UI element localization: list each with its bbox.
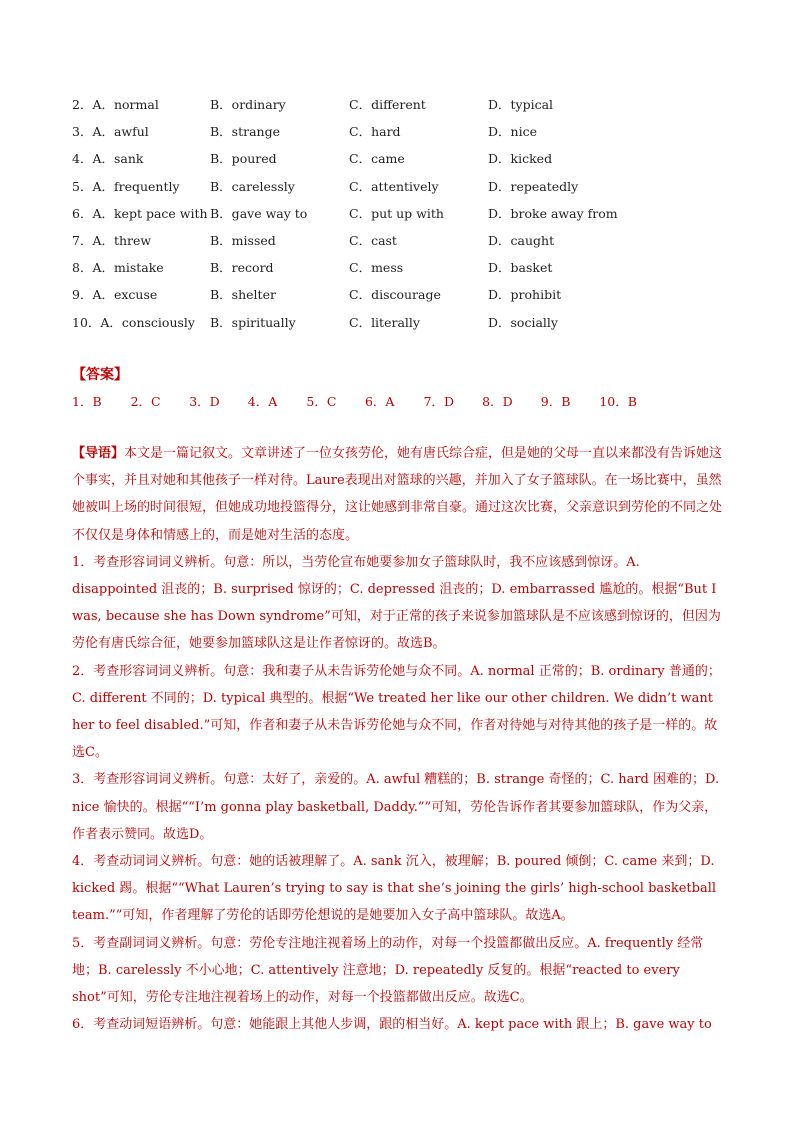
option-choice: 4．A．sank xyxy=(72,151,144,167)
answer-item: 4．A xyxy=(247,394,278,409)
option-choice: D．socially xyxy=(488,314,558,330)
answer-item: 1．B xyxy=(72,394,102,409)
option-choice: B．strange xyxy=(210,124,281,140)
option-choice: C．different xyxy=(349,97,426,112)
analysis-item: 3．考查形容词词义辨析。句意：太好了，亲爱的。A. awful 糟糕的；B. strange 奇怪的；C. hard 困难的；D. nice 愉快的。根据““I’m gonna play basketball, Daddy.””可知，劳伦告诉作者其要参加篮球队，作为父亲，作者表示赞同。故选D。 xyxy=(72,772,720,842)
lead-paragraph xyxy=(72,440,728,549)
analysis-items xyxy=(72,549,728,1039)
option-choice: B．poured xyxy=(210,151,277,167)
answer-item: 10．B xyxy=(599,394,637,409)
option-choice: 8．A．mistake xyxy=(72,260,164,276)
option-choice: C．hard xyxy=(349,124,401,140)
answer-item: 2．C xyxy=(130,394,161,409)
answer-list xyxy=(72,392,658,410)
option-choice: B．shelter xyxy=(210,287,276,303)
analysis-item: 2．考查形容词词义辨析。句意：我和妻子从未告诉劳伦她与众不同。A. normal 正常的；B. ordinary 普通的；C. different 不同的；D. typical 典型的。根据“We treated her like our other children. We didn’t want her to feel disabled.”可知，作者和妻子从未告诉劳伦她与众不同，作者对待她与对待其他的孩子是一样的。故选C。 xyxy=(72,663,721,761)
answer-item: 5．C xyxy=(306,394,337,409)
option-choice: C．put up with xyxy=(349,205,444,221)
option-choice: C．came xyxy=(349,151,405,167)
answer-heading: 【答案】 xyxy=(72,367,128,383)
answer-item: 6．A xyxy=(364,394,395,409)
option-choice: D．repeatedly xyxy=(488,178,579,194)
option-choice: 7．A．threw xyxy=(72,232,152,248)
option-choice: C．mess xyxy=(349,260,404,276)
option-choice: D．prohibit xyxy=(488,287,562,303)
option-choice: B．gave way to xyxy=(210,205,308,221)
analysis-item: 1．考查形容词词义辨析。句意：所以，当劳伦宣布她要参加女子篮球队时，我不应该感到惊讶。A. disappointed 沮丧的；B. surprised 惊讶的；C. depressed 沮丧的；D. embarrassed 尴尬的。根据“But I was, because she has Down syndrome”可知，对于正常的孩子来说参加篮球队是不应该感到惊讶的，但因为劳伦有唐氏综合征，她要参加篮球队这是让作者惊讶的。故选B。 xyxy=(72,554,721,652)
option-choice: B．carelessly xyxy=(210,178,295,194)
lead-tag: 【导语】 xyxy=(72,446,125,461)
option-choice: 5．A．frequently xyxy=(72,178,180,194)
analysis-section xyxy=(72,440,728,1038)
analysis-item: 5．考查副词词义辨析。句意：劳伦专注地注视着场上的动作，对每一个投篮都做出反应。A. frequently 经常地；B. carelessly 不小心地；C. attentively 注意地；D. repeatedly 反复的。根据“reacted to every shot”可知，劳伦专注地注视着场上的动作，对每一个投篮都做出反应。故选C。 xyxy=(72,935,704,1006)
option-choice: C．literally xyxy=(349,314,420,330)
option-choice: 6．A．kept pace with xyxy=(72,205,208,221)
option-choice: 2．A．normal xyxy=(72,97,159,112)
option-choice: 3．A．awful xyxy=(72,124,149,140)
option-choice: B．spiritually xyxy=(210,314,296,330)
option-choice: C．discourage xyxy=(349,287,441,303)
answer-item: 7．D xyxy=(423,394,455,409)
option-choice: C．cast xyxy=(349,232,397,248)
analysis-item: 6．考查动词短语辨析。句意：她能跟上其他人步调，跟的相当好。A. kept pace with 跟上；B. gave way to xyxy=(72,1017,712,1033)
answer-item: 8．D xyxy=(482,394,513,409)
option-choice: D．typical xyxy=(488,97,554,112)
option-choice: 9．A．excuse xyxy=(72,287,158,303)
answer-item: 9．B xyxy=(540,394,571,409)
option-choice: 10．A．consciously xyxy=(72,314,195,330)
option-choice: B．record xyxy=(210,260,274,276)
option-choice: D．broke away from xyxy=(488,205,618,221)
option-choice: D．basket xyxy=(488,260,553,276)
lead-text: 本文是一篇记叙文。文章讲述了一位女孩劳伦，她有唐氏综合症，但是她的父母一直以来都没有告诉她这个事实，并且对她和其他孩子一样对待。Laure表现出对篮球的兴趣，并加入了女子篮球队。在一场比赛中，虽然她被叫上场的时间很短，但她成功地投篮得分，这让她感到非常自豪。通过这次比赛，父亲意识到劳伦的不同之处不仅仅是身体和情感上的，而是她对生活的态度。 xyxy=(72,446,723,543)
option-choice: B．missed xyxy=(210,232,276,248)
analysis-item: 4．考查动词词义辨析。句意：她的话被理解了。A. sank 沉入，被理解；B. poured 倾倒；C. came 来到；D. kicked 踢。根据““What Lauren’s trying to say is that she’s joining the girls’ high-school basketball team.””可知，作者理解了劳伦的话即劳伦想说的是她要加入女子高中篮球队。故选A。 xyxy=(72,854,717,924)
option-choice: D．nice xyxy=(488,124,537,140)
option-choice: D．kicked xyxy=(488,151,553,167)
option-choice: D．caught xyxy=(488,232,555,248)
option-choice: B．ordinary xyxy=(210,97,286,112)
option-choice: C．attentively xyxy=(349,178,439,194)
answer-item: 3．D xyxy=(189,394,220,409)
